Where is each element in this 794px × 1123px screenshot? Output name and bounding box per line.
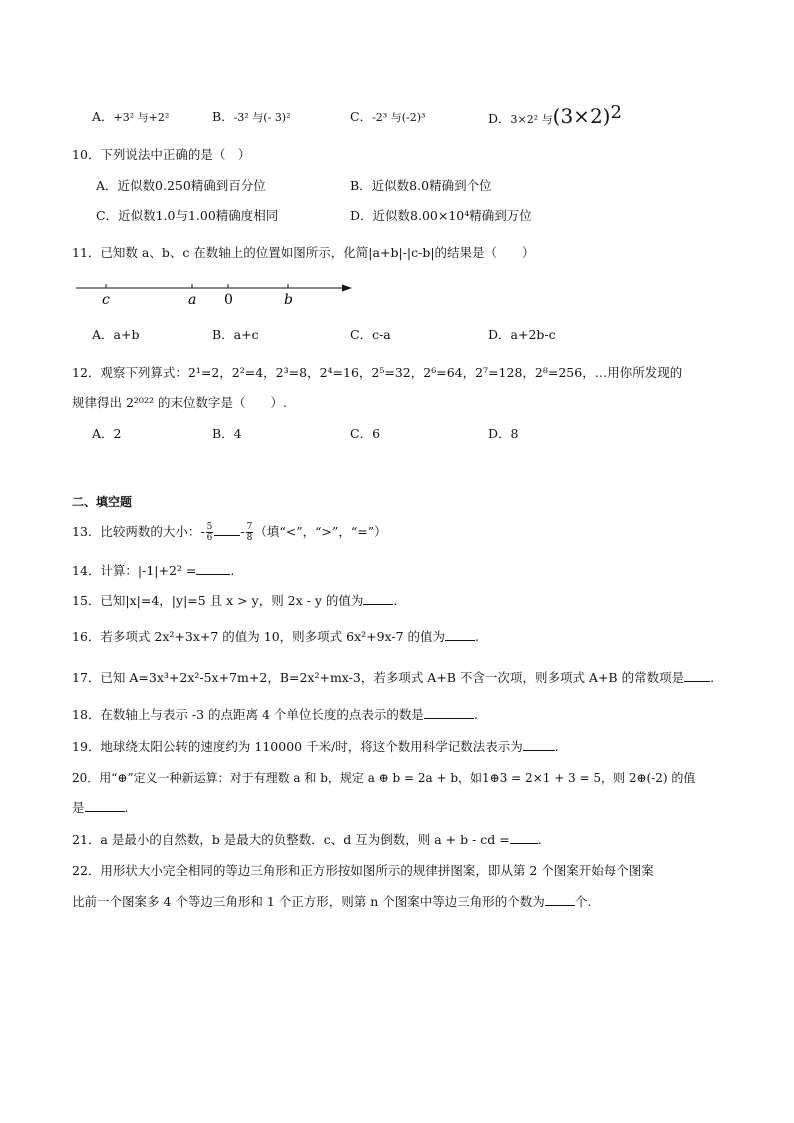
- q20-line2: [72, 799, 129, 817]
- fraction-denominator: 6: [206, 533, 213, 543]
- fraction-denominator: 8: [246, 533, 253, 543]
- q12-option-b: B．4: [212, 426, 242, 441]
- q18-period: .: [473, 707, 478, 722]
- q10-option-a: A．近似数0.250精确到百分位: [96, 178, 266, 193]
- section-heading-fill-in: 二、填空题: [72, 495, 133, 509]
- option-label: B．: [212, 109, 234, 124]
- q10-option-b: B．近似数8.0精确到个位: [350, 178, 492, 193]
- q22-line2: [72, 893, 591, 911]
- q10-stem: 10．下列说法中正确的是（ ）: [72, 147, 251, 162]
- q12-option-a: A．2: [92, 426, 122, 441]
- option-text: -2³ 与(-2)³: [372, 111, 426, 124]
- option-text: +3² 与+2²: [113, 111, 170, 124]
- q19-text: 19．地球绕太阳公转的速度约为 110000 千米/时，将这个数用科学记数法表示为: [72, 739, 523, 754]
- q17-period: .: [710, 670, 715, 685]
- answer-blank[interactable]: [363, 592, 393, 605]
- answer-blank[interactable]: [684, 669, 710, 682]
- answer-blank[interactable]: [424, 706, 474, 719]
- q11-option-b: B．a+c: [212, 327, 259, 342]
- q13-suffix: （填“<”，“>”，“=”）: [254, 524, 387, 539]
- q14-text: 14．计算：|-1|+2² =: [72, 563, 197, 578]
- q18: [72, 706, 478, 724]
- answer-blank[interactable]: [214, 523, 240, 536]
- q18-text: 18．在数轴上与表示 -3 的点距离 4 个单位长度的点表示的数是: [72, 707, 424, 722]
- q11-stem: 11．已知数 a、b、c 在数轴上的位置如图所示，化简|a+b|-|c-b|的结果是（ ）: [72, 245, 535, 260]
- q17: [72, 669, 714, 687]
- option-label: A．: [92, 109, 114, 124]
- q9-option-c: [350, 108, 425, 127]
- q11-option-c: C．c-a: [350, 327, 391, 342]
- number-line-figure: [72, 276, 362, 312]
- q15: [72, 592, 397, 610]
- fraction-numerator: 5: [206, 522, 213, 532]
- label-b: b: [284, 292, 293, 308]
- q12-stem-line1: 12．观察下列算式：2¹=2，2²=4，2³=8，2⁴=16，2⁵=32，2⁶=64，2⁷=128，2⁸=256，…用你所发现的: [72, 365, 683, 380]
- q22-text: 比前一个图案多 4 个等边三角形和 1 个正方形，则第 n 个图案中等边三角形的个数为: [72, 894, 545, 909]
- number-line-arrow: [342, 285, 352, 292]
- answer-blank[interactable]: [545, 893, 575, 906]
- q19: [72, 738, 559, 756]
- q21-period: .: [537, 832, 542, 847]
- answer-blank[interactable]: [196, 562, 230, 575]
- q11-option-a: A．a+b: [92, 327, 140, 342]
- q16-text: 16．若多项式 2x²+3x+7 的值为 10，则多项式 6x²+9x-7 的值为: [72, 629, 446, 644]
- q12-option-c: C．6: [350, 426, 381, 441]
- q13-prefix: 13．比较两数的大小：-: [72, 524, 205, 539]
- q22-suffix: 个.: [574, 894, 592, 909]
- q15-text: 15．已知|x|=4，|y|=5 且 x > y，则 2x - y 的值为: [72, 593, 364, 608]
- option-expression: (3×2): [552, 104, 611, 129]
- option-label: D．: [488, 111, 511, 127]
- q9-option-b: [212, 108, 291, 127]
- q21: [72, 831, 542, 849]
- q20-line1: 20．用“⊕”定义一种新运算：对于有理数 a 和 b，规定 a ⊕ b = 2a + b，如1⊕3 = 2×1 + 3 = 5，则 2⊕(-2) 的值: [72, 771, 696, 785]
- q20-period: .: [124, 800, 129, 815]
- q12-option-d: D．8: [488, 426, 519, 441]
- label-c: c: [102, 292, 110, 308]
- q17-text: 17．已知 A=3x³+2x²-5x+7m+2，B=2x²+mx-3，若多项式 A+B 不含一次项，则多项式 A+B 的常数项是: [72, 670, 685, 685]
- q9-option-d: [488, 104, 622, 129]
- fraction-numerator: 7: [246, 522, 253, 532]
- q20-text: 是: [72, 800, 85, 815]
- answer-blank[interactable]: [85, 799, 125, 812]
- q16-period: .: [475, 629, 480, 644]
- q14: [72, 562, 234, 580]
- q10-option-c: C．近似数1.0与1.00精确度相同: [96, 208, 279, 223]
- option-text: -3² 与(- 3)²: [233, 111, 291, 124]
- q12-stem-line2: 规律得出 2²⁰²² 的末位数字是（ ）.: [72, 395, 287, 410]
- q10-option-d: D．近似数8.00×10⁴精确到万位: [350, 208, 532, 223]
- option-text: 3×2² 与: [510, 113, 553, 127]
- q15-period: .: [393, 593, 398, 608]
- q13-fraction-1: [206, 522, 214, 543]
- option-exponent: 2: [610, 102, 622, 123]
- label-a: a: [188, 292, 197, 308]
- answer-blank[interactable]: [510, 831, 538, 844]
- q16: [72, 628, 479, 646]
- q22-line1: 22．用形状大小完全相同的等边三角形和正方形按如图所示的规律拼图案，即从第 2 个图案开始每个图案: [72, 863, 654, 878]
- q13-minus: -: [240, 524, 245, 539]
- answer-blank[interactable]: [445, 628, 475, 641]
- q9-option-a: [92, 108, 169, 127]
- q19-period: .: [554, 739, 559, 754]
- answer-blank[interactable]: [523, 738, 555, 751]
- q13-fraction-2: [246, 522, 254, 543]
- q14-period: .: [230, 563, 235, 578]
- q11-option-d: D．a+2b-c: [488, 327, 556, 342]
- label-zero: 0: [224, 292, 233, 308]
- option-label: C．: [350, 109, 373, 124]
- q21-text: 21．a 是最小的自然数，b 是最大的负整数．c、d 互为倒数，则 a + b - cd =: [72, 832, 510, 847]
- q13: [72, 522, 387, 543]
